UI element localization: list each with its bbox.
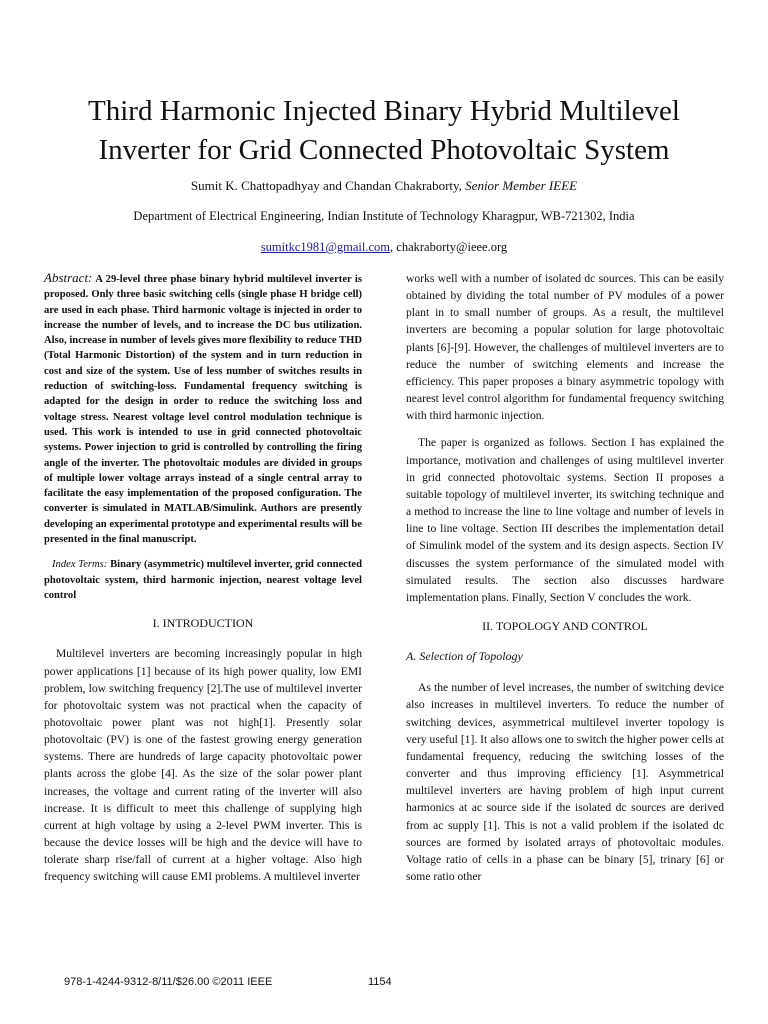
footer-copyright: 978-1-4244-9312-8/11/$26.00 ©2011 IEEE	[64, 976, 273, 988]
abstract	[44, 270, 362, 547]
index-terms-label: Index Terms:	[52, 559, 108, 571]
intro-paragraph-3: The paper is organized as follows. Section I has explained the importance, motivation and challenges of using multilevel inverter in grid connected photovoltaic systems. Section II proposes a suitable topology of multilevel inverter, its switching technique and a method to increase the line to line voltage and number of levels in line to line voltage. Section III describes the implementation detail of Simulink model of the system and its design aspects. Section IV discusses the system performance of the simulated model with simulated results. The section also discusses hardware implementation plans. Finally, Section V concludes the work.	[406, 436, 724, 604]
email-separator: ,	[390, 240, 397, 254]
page-number: 1154	[368, 976, 392, 988]
abstract-text: A 29-level three phase binary hybrid multilevel inverter is proposed. Only three basic switching cells (single phase H bridge cell) are used in each phase. Third harmonic voltage is injected in order to increase the number of levels, and to increase the DC bus utilization. Also, increase in number of levels gives more flexibility to reduce THD (Total Harmonic Distortion) of the system and in turn reduction in cost and size of the system. Use of less number of switches results in reduction of switching-loss. Fundamental frequency switching is adapted for the design in order to reduce the switching loss and voltage stress. Nearest voltage level control modulation technique is used. This work is intended to use in grid connected photovoltaic systems. Power injection to grid is controlled by controlling the firing angle of the inverter. The photovoltaic modules are divided in groups of multiple lower voltage arrays instead of a single central array to facilitate the easy implementation of the proposed configuration. The converter is simulated in MATLAB/Simulink. Authors are presently developing an experimental prototype and experimental results will be presented in the final manuscript.	[44, 274, 362, 546]
right-column	[406, 270, 724, 885]
affiliation: Department of Electrical Engineering, Indian Institute of Technology Kharagpur, WB-721302, India	[133, 209, 635, 223]
author-membership: Senior Member IEEE	[465, 178, 578, 193]
email-link-1[interactable]: sumitkc1981@gmail.com	[260, 240, 391, 254]
subsection-heading-selection: A. Selection of Topology	[406, 649, 523, 664]
section-heading-introduction: I. INTRODUCTION	[152, 616, 254, 631]
paper-title: Third Harmonic Injected Binary Hybrid Multilevel Inverter for Grid Connected Photovoltaic System	[88, 95, 680, 166]
author-line	[40, 178, 728, 194]
index-terms	[44, 557, 362, 603]
email-line	[40, 240, 728, 255]
topology-paragraph-1: As the number of level increases, the number of switching device also increases in multilevel inverters. To reduce the number of switching devices, asymmetrical multilevel inverter topology is very useful [1]. It also allows one to switch the higher power cells at fundamental frequency, reducing the switching losses of the converter and thus improving efficiency [1]. Asymmetrical multilevel inverters are having problem of high input current harmonics at ac source side if the isolated dc sources are derived from ac supply [1]. This is not a valid problem if the isolated dc sources are formed by isolated arrays of photovoltaic modules. Voltage ratio of cells in a phase can be binary [5], trinary [6] or some ratio other	[406, 681, 724, 883]
left-column	[44, 270, 362, 886]
abstract-label: Abstract:	[44, 270, 93, 285]
intro-paragraph-1: Multilevel inverters are becoming increasingly popular in high power applications [1] because of its high power quality, low EMI problem, low switching frequency [2].The use of multilevel inverter for photovoltaic system was not practical when the capacity of photovoltaic power plant was not high[1]. Presently solar photovoltaic (PV) is one of the fastest growing energy generation systems. There are hundreds of large capacity photovoltaic power plants across the globe [4]. As the size of the solar power plant increases, the voltage and current rating of the inverter will also increase. It is difficult to meet this challenge of supplying high current at high voltage by using a 2-level PWM inverter. This is because the device losses will be high and the device will have to tolerate sharp rise/fall of current at a higher voltage. Also high frequency switching will cause EMI problems. A multilevel inverter	[44, 647, 362, 884]
section-heading-topology: II. TOPOLOGY AND CONTROL	[482, 618, 648, 633]
index-terms-text: Binary (asymmetric) multilevel inverter, grid connected photovoltaic system, third harmonic injection, nearest voltage level control	[44, 559, 363, 601]
intro-paragraph-2: works well with a number of isolated dc sources. This can be easily obtained by dividing the total number of PV modules of a power plant in to small number of groups. As a result, the multilevel inverters are becoming a popular solution for large photovoltaic plants [6]-[9]. However, the challenges of multilevel inverters are to reduce the number of switching elements and increase the efficiency. This paper proposes a binary asymmetric topology with nearest level control algorithm for fundamental frequency switching with third harmonic injection.	[406, 272, 724, 423]
author-names: Sumit K. Chattopadhyay and Chandan Chakraborty,	[190, 178, 466, 193]
email-2: chakraborty@ieee.org	[396, 240, 508, 254]
